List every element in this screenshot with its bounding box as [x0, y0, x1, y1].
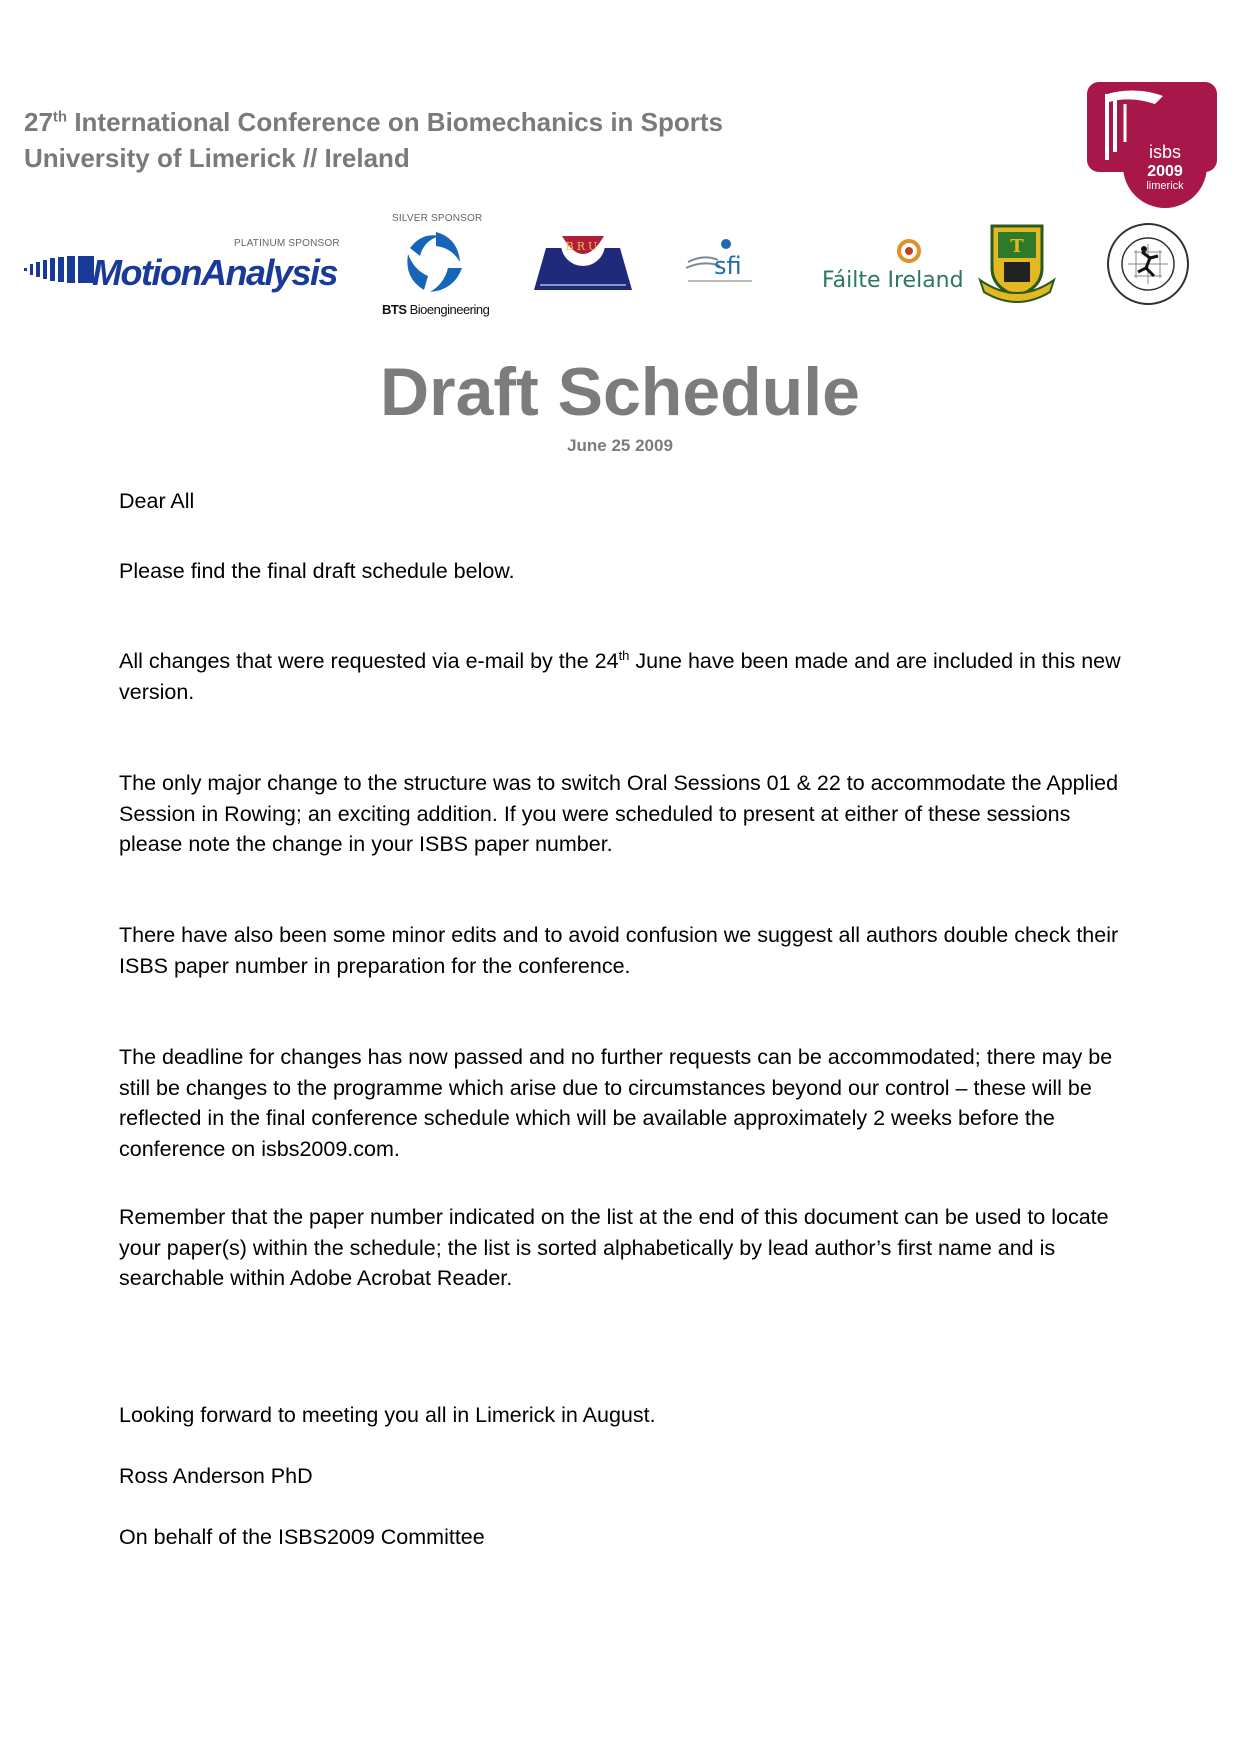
svg-text:T: T: [1010, 236, 1024, 257]
signature-name: Ross Anderson PhD: [119, 1464, 313, 1488]
motion-analysis-logo: [24, 248, 344, 296]
conference-title: 27th International Conference on Biomechanics in Sports: [24, 107, 723, 137]
sfi-logo: [684, 236, 756, 288]
paragraph-4: There have also been some minor edits and to avoid confusion we suggest all authors double check their ISBS paper number in preparation for the conference.: [119, 923, 1119, 978]
paragraph-2: All changes that were requested via e-mail by the 24th June have been made and are included in this new version.: [119, 647, 1121, 704]
isbs-logo-line3: limerick: [1146, 180, 1184, 192]
conference-location: University of Limerick // Ireland: [24, 143, 410, 173]
failte-ireland-wordmark: Fáilte Ireland: [822, 268, 964, 293]
paragraph-1: Please find the final draft schedule below.: [119, 559, 515, 583]
isbs-logo-line1: isbs: [1148, 142, 1182, 162]
isbs-2009-logo: [1085, 82, 1219, 208]
bru-ul-logo: [534, 234, 632, 290]
salutation: Dear All: [119, 489, 195, 513]
conference-header: [24, 104, 723, 176]
bts-bioengineering-wordmark: BTS Bioengineering: [382, 302, 490, 317]
document-title: Draft Schedule: [380, 354, 860, 430]
motion-analysis-wordmark: MotionAnalysis: [92, 252, 338, 293]
isbs-logo-line2: 2009: [1147, 163, 1183, 180]
sfi-text: sfi: [714, 252, 742, 280]
failte-ireland-swirl-icon: [896, 238, 922, 264]
isb-society-seal: [1106, 222, 1190, 306]
platinum-sponsor-label: PLATINUM SPONSOR: [234, 238, 340, 249]
bts-swirl-icon: [400, 228, 472, 298]
document-date: June 25 2009: [567, 436, 673, 455]
silver-sponsor-label: SILVER SPONSOR: [392, 213, 483, 224]
motion-analysis-dots-icon: [24, 254, 94, 294]
sfi-icon: [684, 236, 756, 288]
paragraph-5: The deadline for changes has now passed and no further requests can be accommodated; there may be still be changes to the programme which arise due to circumstances beyond our control – these will be reflected in the final conference schedule which will be available approximately 2 weeks before the conference on isbs2009.com.: [119, 1045, 1113, 1161]
paragraph-3: The only major change to the structure was to switch Oral Sessions 01 & 22 to accommodate the Applied Session in Rowing; an exciting addition. If you were scheduled to present at either of these sessions please note the change in your ISBS paper number.: [119, 771, 1119, 856]
closing-line: Looking forward to meeting you all in Limerick in August.: [119, 1403, 656, 1427]
bru-text: BRU: [565, 240, 601, 253]
paragraph-6: Remember that the paper number indicated on the list at the end of this document can be used to locate your paper(s) within the schedule; the list is sorted alphabetically by lead author’s first name and is searchable within Adobe Acrobat Reader.: [119, 1205, 1109, 1290]
crest-logo: [976, 222, 1058, 304]
signature-behalf: On behalf of the ISBS2009 Committee: [119, 1525, 485, 1549]
